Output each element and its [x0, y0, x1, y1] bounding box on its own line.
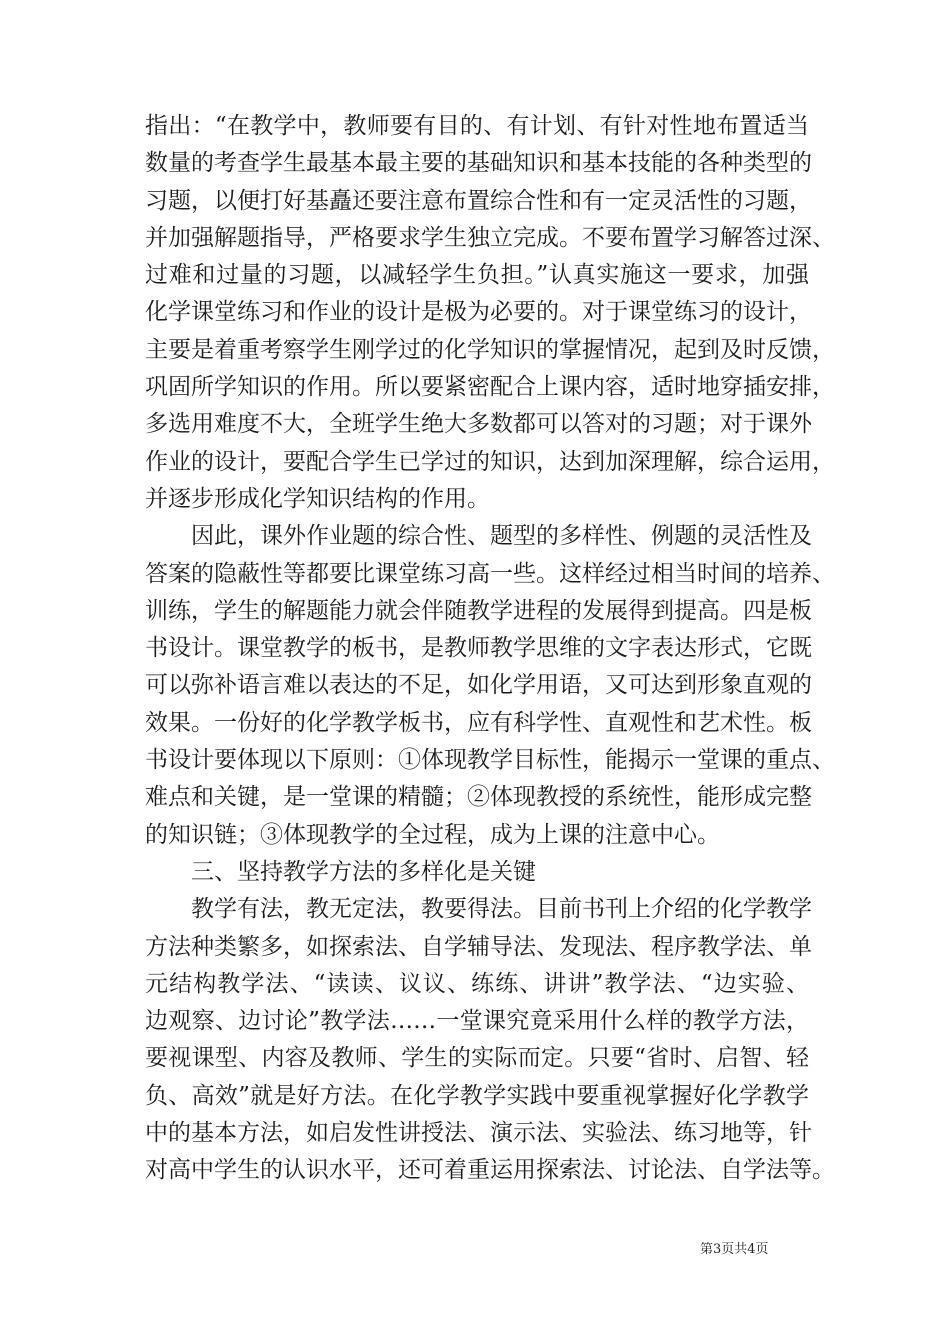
paragraph-first-line: 教学有法，教无定法，教要得法。目前书刊上介绍的化学教学 [191, 896, 812, 923]
text-line: 方法种类繁多，如探索法、自学辅导法、发现法、程序教学法、单 [145, 933, 812, 960]
text-line: 训练，学生的解题能力就会伴随教学进程的发展得到提高。四是板 [145, 597, 812, 624]
text-line: 并加强解题指导，严格要求学生独立完成。不要布置学习解答过深、 [145, 224, 835, 251]
paragraph-first-line: 因此，课外作业题的综合性、题型的多样性、例题的灵活性及 [191, 523, 812, 550]
text-line: 书设计要体现以下原则：①体现教学目标性，能揭示一堂课的重点、 [145, 747, 835, 774]
text-line: 的知识链；③体现教学的全过程，成为上课的注意中心。 [145, 821, 720, 848]
text-line: 负、高效”就是好方法。在化学教学实践中要重视掌握好化学教学 [145, 1082, 809, 1109]
text-line: 答案的隐蔽性等都要比课堂练习高一些。这样经过相当时间的培养、 [145, 560, 835, 587]
section-heading: 三、坚持教学方法的多样化是关键 [191, 858, 536, 885]
text-line: 过难和过量的习题，以减轻学生负担。”认真实施这一要求，加强 [145, 262, 809, 289]
text-line: 难点和关键，是一堂课的精髓；②体现教授的系统性，能形成完整 [145, 784, 812, 811]
text-line: 要视课型、内容及教师、学生的实际而定。只要“省时、启智、轻 [145, 1045, 809, 1072]
text-line: 并逐步形成化学知识结构的作用。 [145, 485, 490, 512]
document-body [145, 108, 835, 1190]
text-line: 习题，以便打好基矗还要注意布置综合性和有一定灵活性的习题， [145, 187, 812, 214]
text-line: 作业的设计，要配合学生已学过的知识，达到加深理解，综合运用， [145, 448, 835, 475]
text-line: 书设计。课堂教学的板书，是教师教学思维的文字表达形式，它既 [145, 635, 812, 662]
text-line: 多选用难度不大，全班学生绝大多数都可以答对的习题；对于课外 [145, 411, 812, 438]
text-line: 中的基本方法，如启发性讲授法、演示法、实验法、练习地等，针 [145, 1120, 812, 1147]
text-line: 边观察、边讨论”教学法……一堂课究竟采用什么样的教学方法， [145, 1008, 809, 1035]
text-line: 指出：“在教学中，教师要有目的、有计划、有针对性地布置适当 [145, 113, 809, 139]
text-line: 效果。一份好的化学教学板书，应有科学性、直观性和艺术性。板 [145, 709, 812, 736]
text-line: 巩固所学知识的作用。所以要紧密配合上课内容，适时地穿插安排， [145, 374, 835, 401]
text-line: 主要是着重考察学生刚学过的化学知识的掌握情况，起到及时反馈， [145, 336, 835, 363]
text-line: 数量的考查学生最基本最主要的基础知识和基本技能的各种类型的 [145, 150, 812, 177]
text-line: 对高中学生的认识水平，还可着重运用探索法、讨论法、自学法等。 [145, 1157, 835, 1184]
text-line: 化学课堂练习和作业的设计是极为必要的。对于课堂练习的设计， [145, 299, 812, 326]
text-line: 可以弥补语言难以表达的不足，如化学用语，又可达到形象直观的 [145, 672, 812, 699]
page-number: 第3页共4页 [700, 1242, 769, 1257]
text-line: 元结构教学法、“读读、议议、练练、讲讲”教学法、“边实验、 [145, 970, 809, 997]
